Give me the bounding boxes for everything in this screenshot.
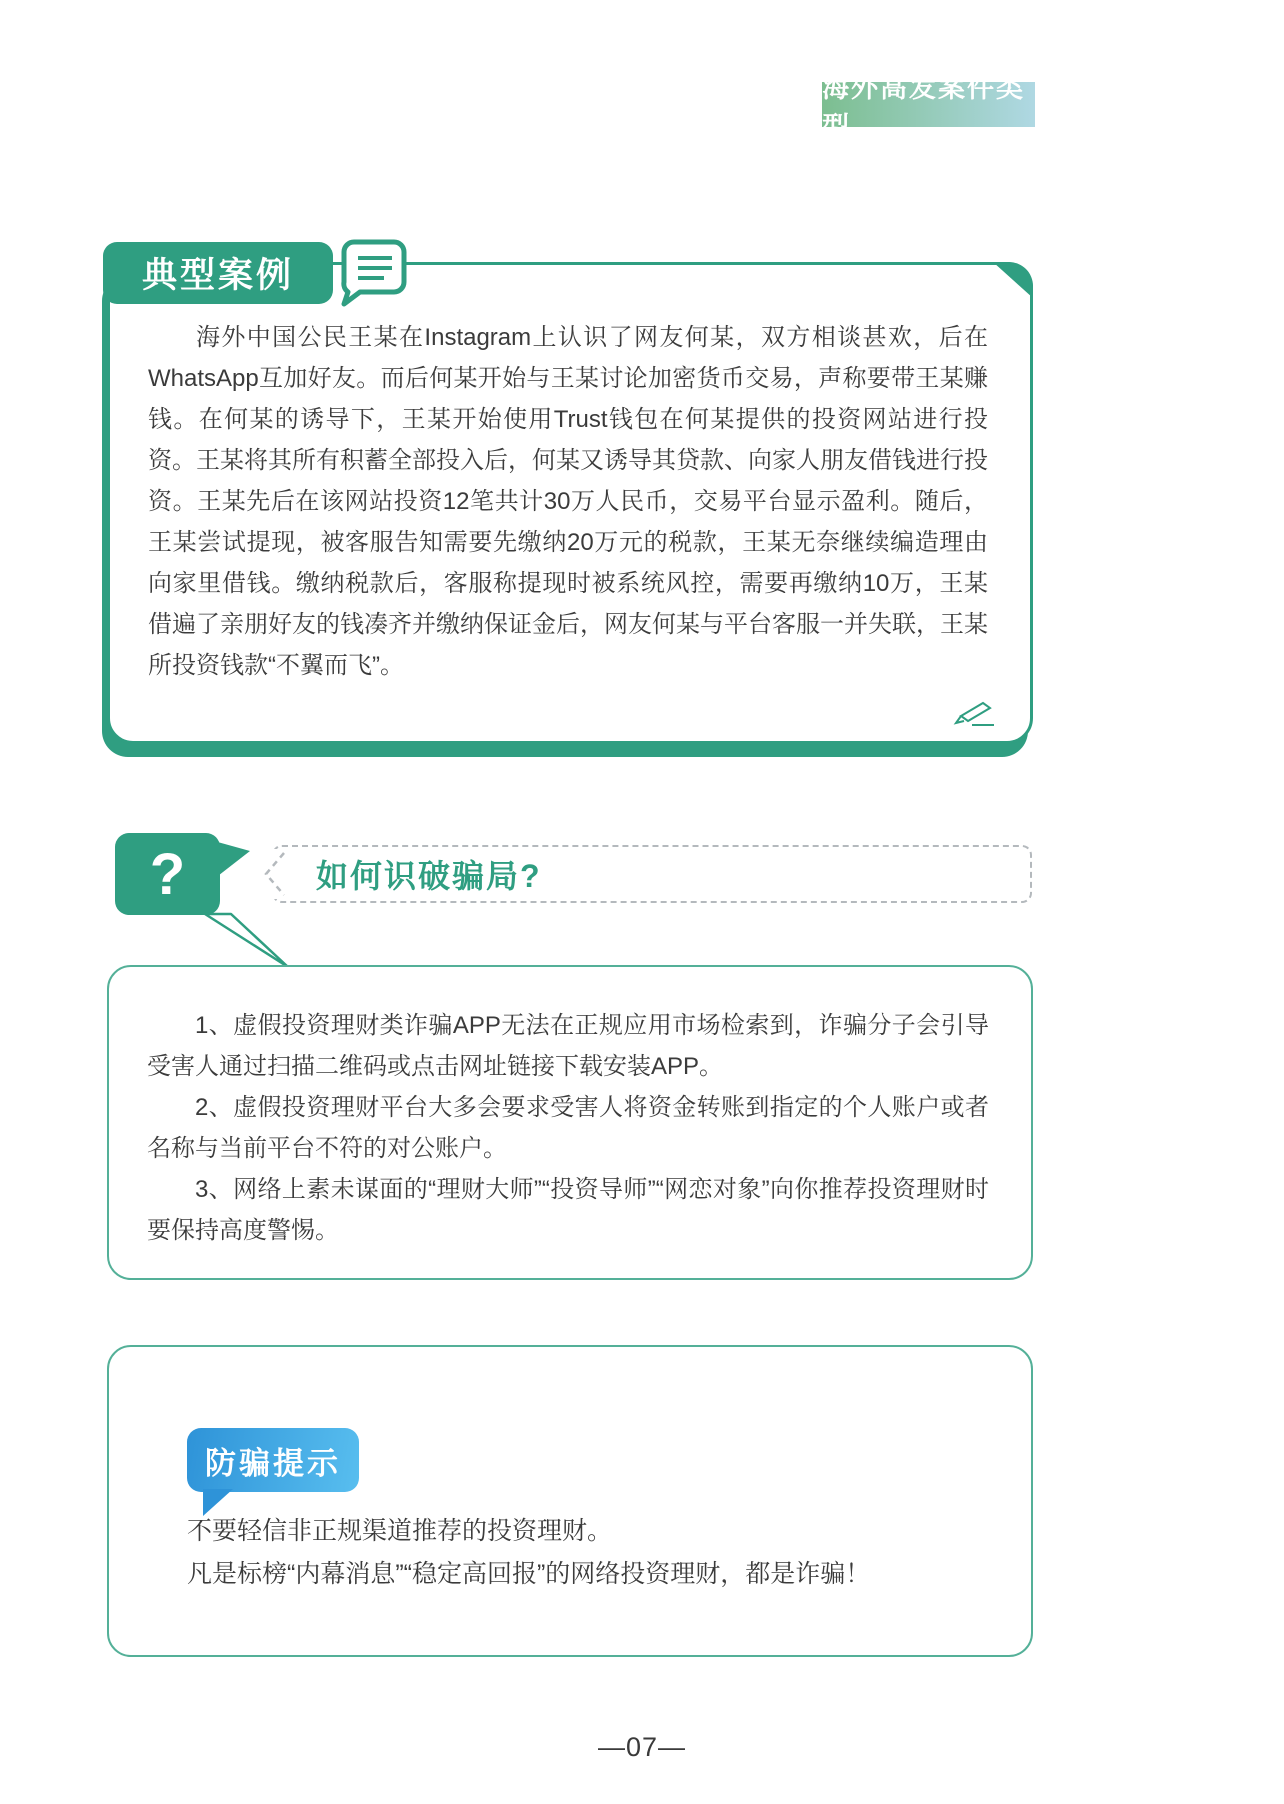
tips-card xyxy=(107,1345,1033,1657)
question-title-box xyxy=(272,845,1032,903)
corner-fold xyxy=(993,262,1033,298)
chevron-left-icon xyxy=(260,847,286,901)
question-title: 如何识破骗局? xyxy=(316,858,542,894)
pen-icon xyxy=(950,699,996,727)
question-tail xyxy=(203,912,291,970)
advice-point: 1、虚假投资理财类诈骗APP无法在正规应用市场检索到，诈骗分子会引导受害人通过扫描二维码或点击网址链接下载安装APP。 xyxy=(147,1012,989,1080)
tips-lines xyxy=(187,1510,981,1596)
header-badge: 海外高发案件类型 xyxy=(822,82,1035,127)
advice-point: 3、网络上素未谋面的“理财大师”“投资导师”“网恋对象”向你推荐投资理财时要保持高度警惕。 xyxy=(147,1176,989,1244)
case-title-badge xyxy=(103,242,333,304)
question-mark-glyph: ? xyxy=(149,841,186,907)
case-card xyxy=(107,262,1033,744)
page-number: —07— xyxy=(597,1732,687,1762)
question-arrow xyxy=(214,841,250,879)
case-title-label: 典型案例 xyxy=(141,256,294,295)
tip-line: 凡是标榜“内幕消息”“稳定高回报”的网络投资理财，都是诈骗！ xyxy=(187,1560,871,1588)
tip-line: 不要轻信非正规渠道推荐的投资理财。 xyxy=(187,1517,613,1545)
tips-title-badge xyxy=(187,1428,359,1492)
advice-list xyxy=(147,1005,989,1251)
advice-point: 2、虚假投资理财平台大多会要求受害人将资金转账到指定的个人账户或者名称与当前平台不符的对公账户。 xyxy=(147,1094,989,1162)
chat-bubble-icon xyxy=(330,236,410,308)
tips-title-label: 防骗提示 xyxy=(205,1445,341,1481)
advice-card xyxy=(107,965,1033,1280)
case-body-text: 海外中国公民王某在Instagram上认识了网友何某，双方相谈甚欢，后在WhatsApp互加好友。而后何某开始与王某讨论加密货币交易，声称要带王某赚钱。在何某的诱导下，王某开始使用Trust钱包在何某提供的投资网站进行投资。王某将其所有积蓄全部投入后，何某又诱导其贷款、向家人朋友借钱进行投资。王某先后在该网站投资12笔共计30万人民币，交易平台显示盈利。随后，王某尝试提现，被客服告知需要先缴纳20万元的税款，王某无奈继续编造理由向家里借钱。缴纳税款后，客服称提现时被系统风控，需要再缴纳10万，王某借遍了亲朋好友的钱凑齐并缴纳保证金后，网友何某与平台客服一并失联，王某所投资钱款“不翼而飞”。 xyxy=(148,324,988,679)
question-icon xyxy=(115,833,220,915)
